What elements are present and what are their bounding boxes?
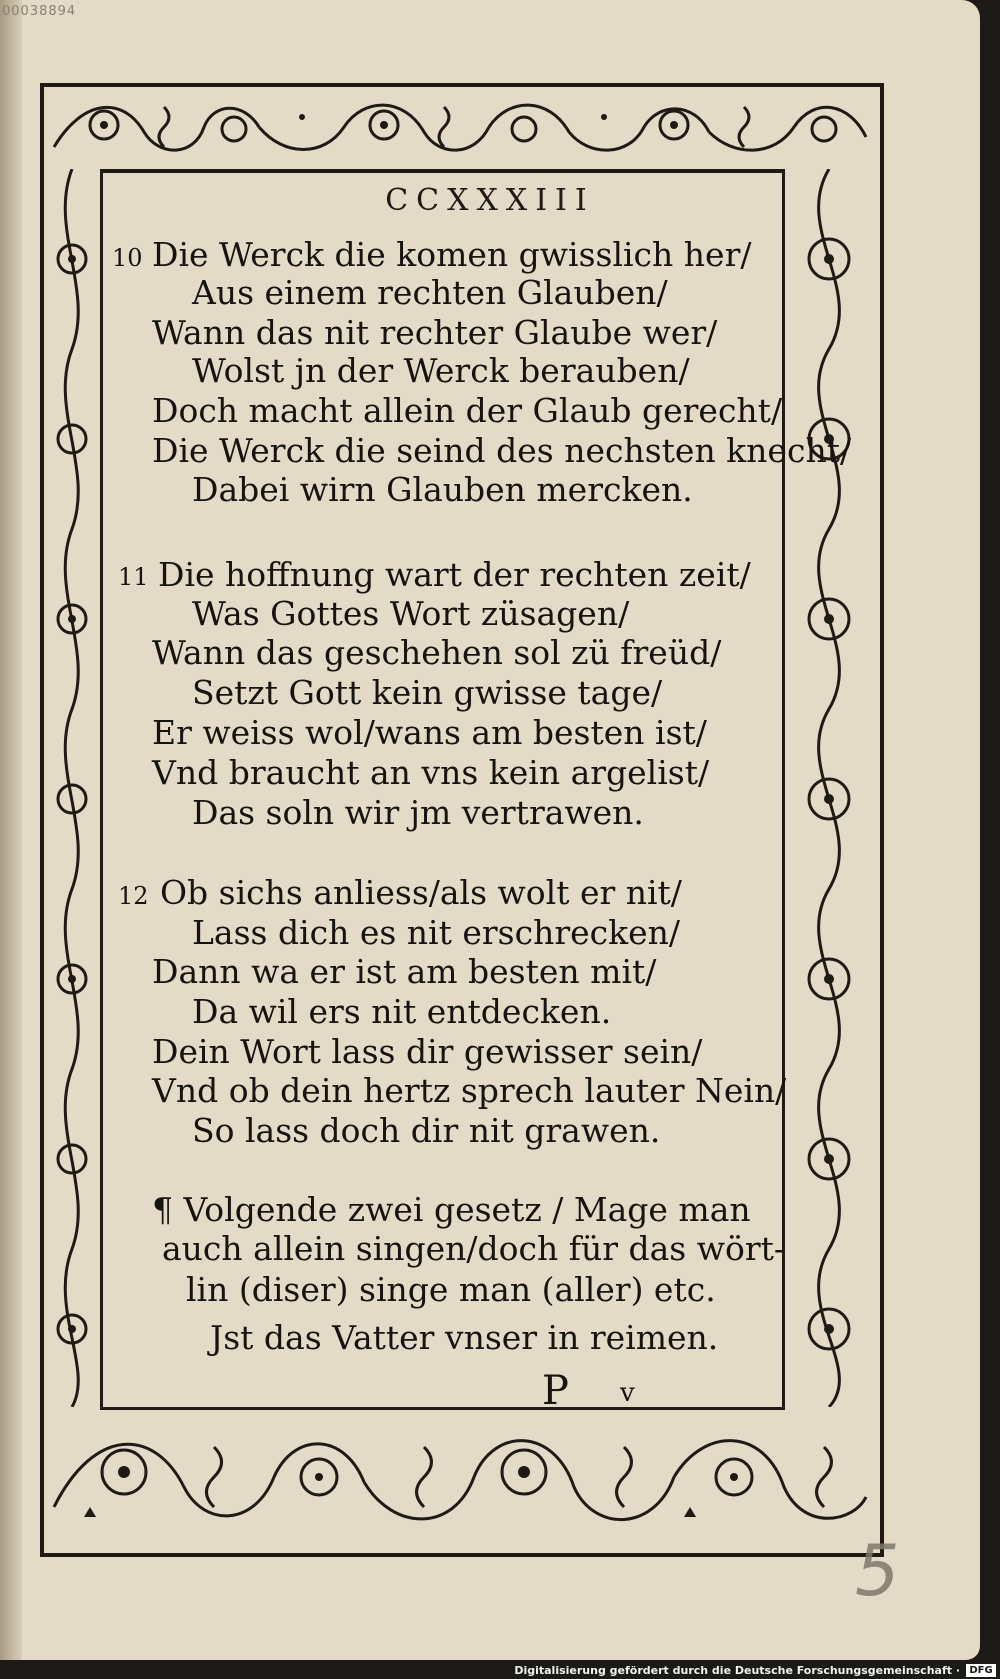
- top-ornament-band: [44, 87, 876, 169]
- signature-mark: P: [542, 1368, 569, 1414]
- verse-line: Die hoffnung wart der rechten zeit/: [158, 555, 751, 594]
- verse-line: Aus einem rechten Glauben/: [192, 273, 668, 312]
- folio-number: CCXXXIII: [385, 183, 595, 218]
- verse-line: Vnd braucht an vns kein argelist/: [152, 753, 710, 792]
- verse-line: Ob sichs anliess/als wolt er nit/: [160, 873, 682, 912]
- verse-line: Das soln wir jm vertrawen.: [192, 793, 644, 832]
- verse-line: Dann wa er ist am besten mit/: [152, 952, 657, 991]
- bottom-ornament-band: [44, 1407, 876, 1547]
- dfg-logo: DFG: [966, 1664, 996, 1677]
- verse-line: Er weiss wol/wans am besten ist/: [152, 713, 707, 752]
- page-gutter: [0, 0, 22, 1660]
- verse-line: Die Werck die komen gwisslich her/: [152, 235, 752, 274]
- stanza-number: 11: [118, 563, 149, 591]
- right-ornament-band: [783, 169, 876, 1407]
- signature-number: v: [620, 1378, 635, 1408]
- verse-line: So lass doch dir nit grawen.: [192, 1111, 661, 1150]
- verse-line: Dabei wirn Glauben mercken.: [192, 470, 693, 509]
- note-line: ¶ Volgende zwei gesetz / Mage man: [152, 1190, 751, 1229]
- pencil-annotation: 5: [855, 1530, 900, 1612]
- verse-line: Da wil ers nit entdecken.: [192, 992, 612, 1031]
- verse-line: Die Werck die seind des nechsten knecht/: [152, 431, 852, 470]
- verse-line: Setzt Gott kein gwisse tage/: [192, 673, 663, 712]
- note-line: lin (diser) singe man (aller) etc.: [186, 1270, 716, 1309]
- verse-line: Wann das nit rechter Glaube wer/: [152, 313, 718, 352]
- note-line: Jst das Vatter vnser in reimen.: [210, 1318, 719, 1357]
- stanza-number: 10: [112, 244, 143, 272]
- verse-line: Dein Wort lass dir gewisser sein/: [152, 1032, 703, 1071]
- stanza-number: 12: [118, 882, 149, 910]
- verse-line: Lass dich es nit erschrecken/: [192, 913, 681, 952]
- left-ornament-band: [44, 169, 100, 1407]
- digitization-credit: Digitalisierung gefördert durch die Deutsche Forschungsgemeinschaft ·: [514, 1664, 960, 1677]
- library-stamp: 00038894: [2, 4, 77, 19]
- verse-line: Doch macht allein der Glaub gerecht/: [152, 391, 783, 430]
- note-line: auch allein singen/doch für das wört-: [162, 1229, 786, 1268]
- verse-line: Vnd ob dein hertz sprech lauter Nein/: [152, 1071, 787, 1110]
- verse-line: Was Gottes Wort züsagen/: [192, 594, 630, 633]
- verse-line: Wann das geschehen sol zü freüd/: [152, 633, 722, 672]
- verse-line: Wolst jn der Werck berauben/: [192, 351, 690, 390]
